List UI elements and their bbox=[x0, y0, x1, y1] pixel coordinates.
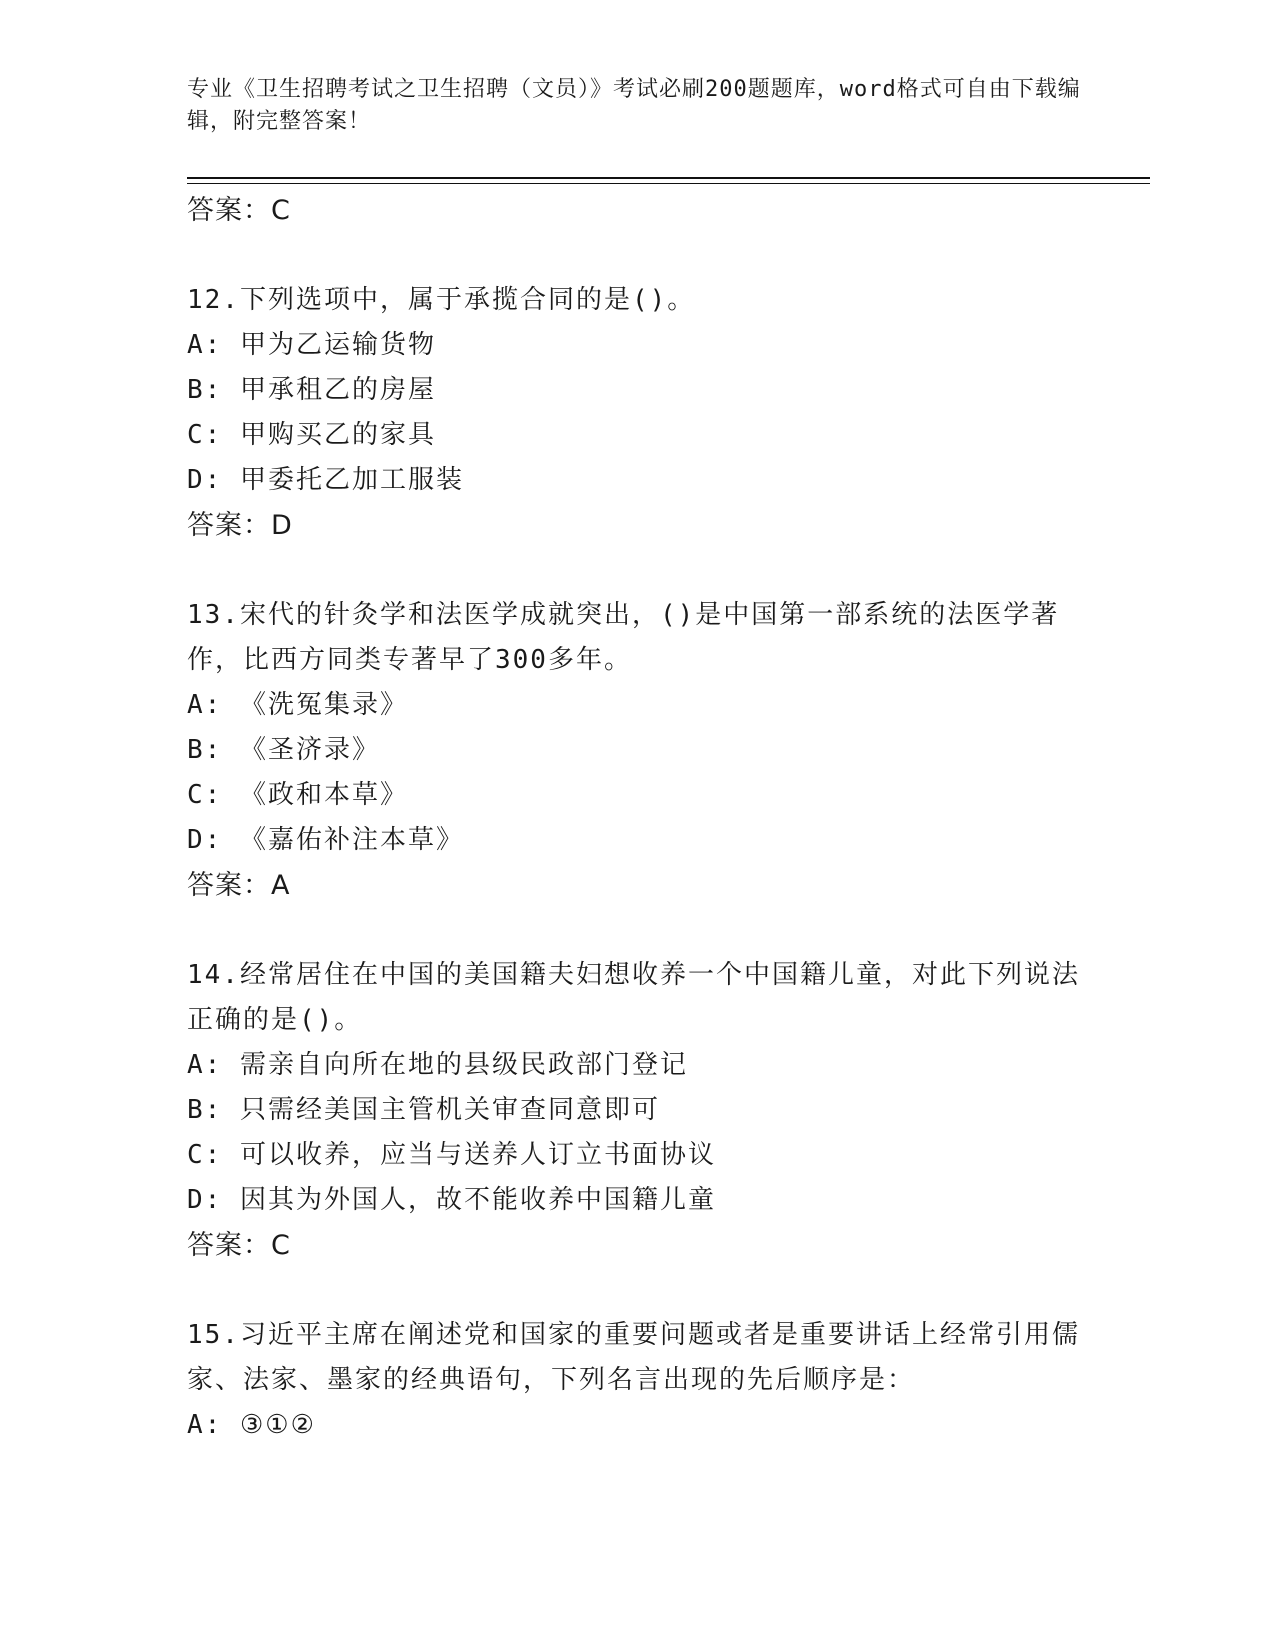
option-d: D: 因其为外国人，故不能收养中国籍儿童 bbox=[187, 1185, 716, 1215]
option-a: A: 《洗冤集录》 bbox=[187, 690, 408, 720]
option-a: A: 需亲自向所在地的县级民政部门登记 bbox=[187, 1050, 688, 1080]
option-a: A: 甲为乙运输货物 bbox=[187, 330, 436, 360]
question-stem: 14.经常居住在中国的美国籍夫妇想收养一个中国籍儿童，对此下列说法正确的是()。 bbox=[187, 960, 1080, 1035]
question-stem: 12.下列选项中，属于承揽合同的是()。 bbox=[187, 285, 696, 315]
answer-line: 答案：D bbox=[187, 510, 293, 541]
question-stem: 13.宋代的针灸学和法医学成就突出，()是中国第一部系统的法医学著作，比西方同类专著早了300多年。 bbox=[187, 600, 1060, 675]
answer-line: 答案：C bbox=[187, 1230, 291, 1261]
option-d: D: 甲委托乙加工服装 bbox=[187, 465, 464, 495]
header-rule-thin bbox=[187, 183, 1150, 184]
option-d: D: 《嘉佑补注本草》 bbox=[187, 825, 464, 855]
option-a: A: ③①② bbox=[187, 1410, 316, 1440]
option-c: C: 可以收养，应当与送养人订立书面协议 bbox=[187, 1140, 716, 1170]
option-b: B: 甲承租乙的房屋 bbox=[187, 375, 436, 405]
question-list bbox=[187, 188, 1087, 1448]
option-b: B: 《圣济录》 bbox=[187, 735, 380, 765]
answer-line: 答案：A bbox=[187, 870, 291, 901]
option-c: C: 甲购买乙的家具 bbox=[187, 420, 436, 450]
answer-line: 答案：C bbox=[187, 195, 291, 226]
header-text: 专业《卫生招聘考试之卫生招聘（文员）》考试必刷200题题库，word格式可自由下载编辑，附完整答案！ bbox=[187, 77, 1081, 134]
option-b: B: 只需经美国主管机关审查同意即可 bbox=[187, 1095, 660, 1125]
question-stem: 15.习近平主席在阐述党和国家的重要问题或者是重要讲话上经常引用儒家、法家、墨家的经典语句，下列名言出现的先后顺序是： bbox=[187, 1320, 1080, 1395]
header-rule-thick bbox=[187, 177, 1150, 179]
option-c: C: 《政和本草》 bbox=[187, 780, 408, 810]
